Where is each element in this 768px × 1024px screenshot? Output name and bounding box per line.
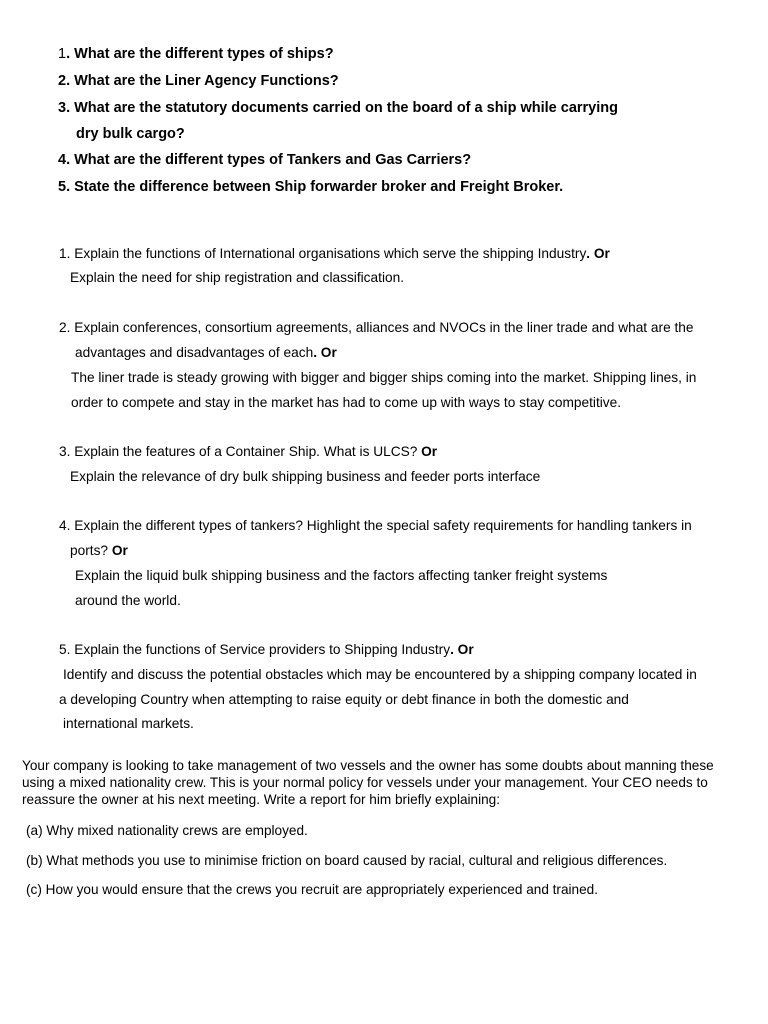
- long-question-2-alt-cont: order to compete and stay in the market has had to come up with ways to stay competitive.: [71, 395, 622, 410]
- long-question-2-cont: advantages and disadvantages of each. Or: [75, 345, 337, 360]
- long-question-5: 5. Explain the functions of Service providers to Shipping Industry. Or: [59, 642, 474, 657]
- long-question-5-alt-cont: a developing Country when attempting to raise equity or debt finance in both the domestic and: [59, 692, 629, 707]
- long-question-3: 3. Explain the features of a Container Ship. What is ULCS? Or: [59, 444, 438, 459]
- long-question-5-alt: Identify and discuss the potential obstacles which may be encountered by a shipping company located in: [63, 667, 697, 682]
- short-question-1: 1. What are the different types of ships?: [58, 46, 334, 62]
- long-question-5-alt-end: international markets.: [63, 716, 194, 731]
- long-question-4-alt-cont: around the world.: [75, 593, 181, 608]
- case-study-item-c: (c) How you would ensure that the crews you recruit are appropriately experienced and trained.: [26, 882, 598, 897]
- short-question-4: 4. What are the different types of Tankers and Gas Carriers?: [58, 152, 472, 168]
- case-study-item-a: (a) Why mixed nationality crews are employed.: [26, 823, 308, 838]
- short-question-2: 2. What are the Liner Agency Functions?: [58, 73, 339, 89]
- short-question-5: 5. State the difference between Ship forwarder broker and Freight Broker.: [58, 179, 564, 195]
- short-question-3: 3. What are the statutory documents carried on the board of a ship while carrying: [58, 100, 618, 116]
- long-question-1: 1. Explain the functions of International organisations which serve the shipping Industry. Or: [59, 246, 610, 261]
- long-question-4: 4. Explain the different types of tankers? Highlight the special safety requirements for handling tankers in: [59, 518, 692, 533]
- long-question-2-alt: The liner trade is steady growing with bigger and bigger ships coming into the market. Shipping lines, in: [71, 370, 697, 385]
- long-question-1-alt: Explain the need for ship registration and classification.: [70, 270, 405, 285]
- long-question-4-alt: Explain the liquid bulk shipping business and the factors affecting tanker freight systems: [75, 568, 608, 583]
- long-question-3-alt: Explain the relevance of dry bulk shipping business and feeder ports interface: [70, 469, 541, 484]
- case-study-item-b: (b) What methods you use to minimise friction on board caused by racial, cultural and religious differences.: [26, 853, 668, 868]
- case-study-line: reassure the owner at his next meeting. Write a report for him briefly explaining:: [22, 792, 501, 807]
- long-question-2: 2. Explain conferences, consortium agreements, alliances and NVOCs in the liner trade and what are the: [59, 320, 694, 335]
- case-study-line: Your company is looking to take management of two vessels and the owner has some doubts about manning these: [22, 758, 714, 773]
- case-study-line: using a mixed nationality crew. This is your normal policy for vessels under your management. Your CEO needs to: [22, 775, 708, 790]
- short-question-3-cont: dry bulk cargo?: [76, 126, 185, 142]
- long-question-4-cont: ports? Or: [70, 543, 128, 558]
